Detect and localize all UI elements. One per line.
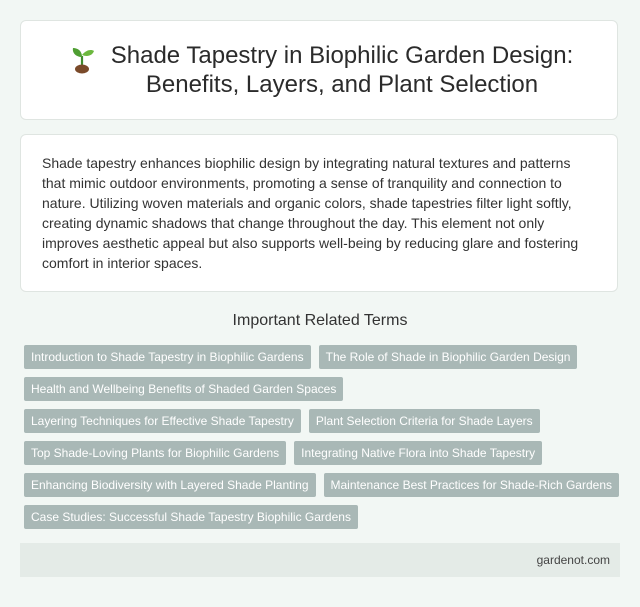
- page-title: [111, 41, 574, 99]
- related-term-tag[interactable]: Health and Wellbeing Benefits of Shaded Garden Spaces: [24, 377, 343, 401]
- related-terms-heading: Important Related Terms: [232, 312, 408, 329]
- related-term-tag[interactable]: Maintenance Best Practices for Shade-Rich Gardens: [324, 473, 619, 497]
- footer-site-link[interactable]: gardenot.com: [536, 553, 610, 567]
- tag-row: [24, 441, 620, 465]
- related-terms-list: [24, 345, 620, 537]
- footer: [20, 543, 620, 577]
- related-term-tag[interactable]: Top Shade-Loving Plants for Biophilic Gardens: [24, 441, 286, 465]
- related-term-tag[interactable]: The Role of Shade in Biophilic Garden Design: [319, 345, 578, 369]
- tag-row: [24, 345, 620, 369]
- tag-row: [24, 473, 620, 497]
- title-line-1: Shade Tapestry in Biophilic Garden Design:: [110, 42, 574, 69]
- related-term-tag[interactable]: Introduction to Shade Tapestry in Biophilic Gardens: [24, 345, 311, 369]
- related-term-tag[interactable]: Plant Selection Criteria for Shade Layers: [309, 409, 540, 433]
- tag-row: [24, 505, 620, 529]
- tag-row: [24, 409, 620, 433]
- tag-row: [24, 377, 620, 401]
- description-text: Shade tapestry enhances biophilic design by integrating natural textures and patterns that mimic outdoor environments, promoting a sense of tranquility and connection to nature. Utilizing woven materials and organic colors, shade tapestries filter light softly, creating dynamic shadows that change throughout the day. This element not only improves aesthetic appeal but also supports well-being by reducing glare and fostering comfort in interior spaces.: [42, 155, 579, 271]
- related-term-tag[interactable]: Integrating Native Flora into Shade Tapestry: [294, 441, 542, 465]
- related-term-tag[interactable]: Layering Techniques for Effective Shade Tapestry: [24, 409, 301, 433]
- title-card: [20, 20, 618, 120]
- sprout-icon: [65, 41, 99, 75]
- related-term-tag[interactable]: Case Studies: Successful Shade Tapestry Biophilic Gardens: [24, 505, 358, 529]
- related-term-tag[interactable]: Enhancing Biodiversity with Layered Shade Planting: [24, 473, 316, 497]
- description-card: [20, 134, 618, 292]
- title-line-2: Benefits, Layers, and Plant Selection: [145, 71, 539, 98]
- title-wrap: [65, 41, 574, 99]
